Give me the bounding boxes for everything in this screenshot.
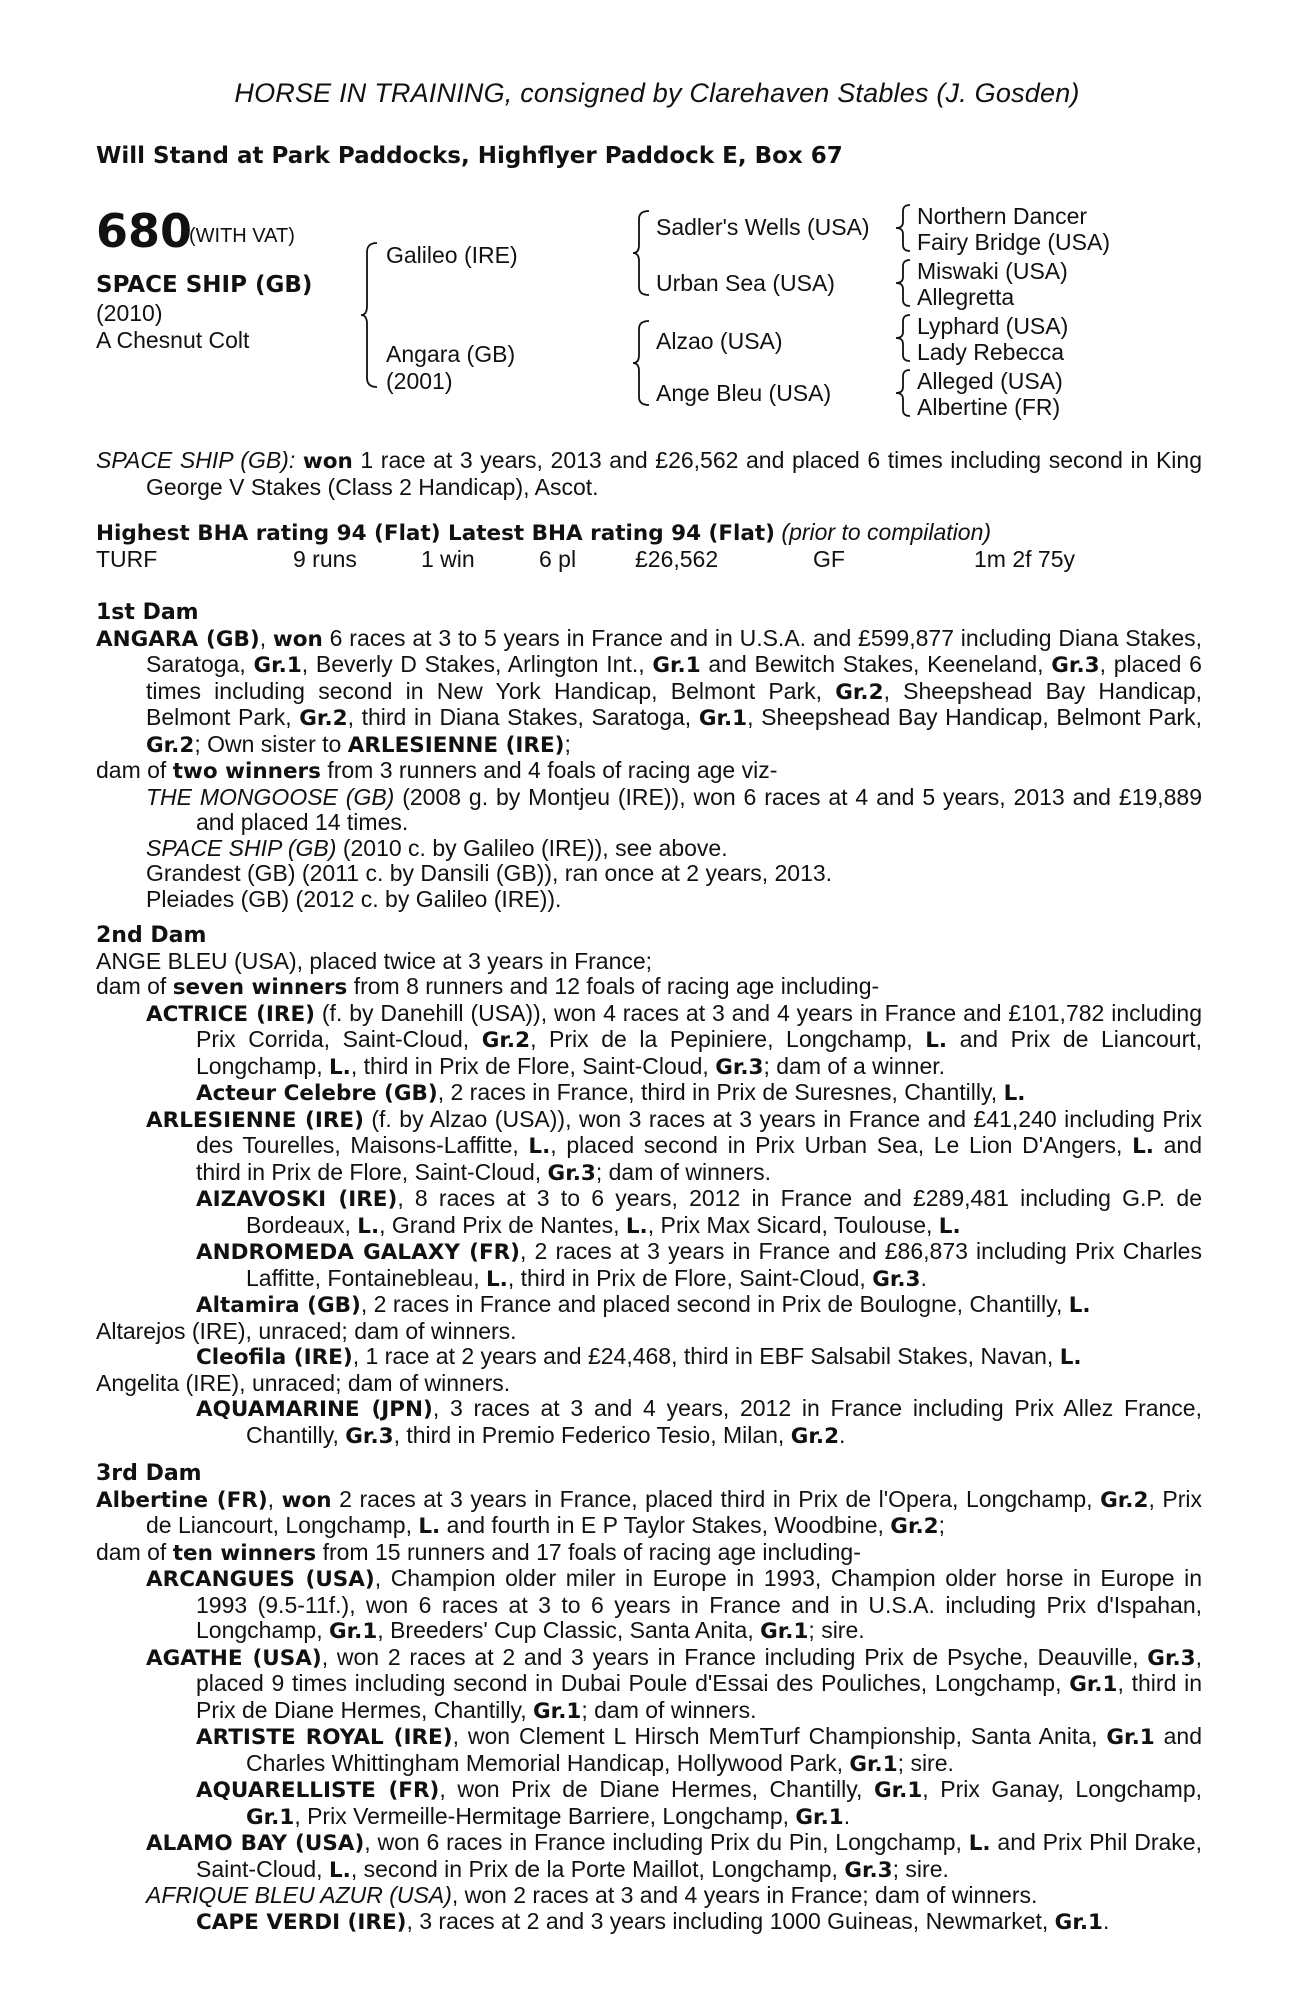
produce-item: Acteur Celebre (GB), 2 races in France, third in Prix de Suresnes, Chantilly, L.	[196, 1079, 1026, 1106]
record-summary: SPACE SHIP (GB): won 1 race at 3 years, 2013 and £26,562 and placed 6 times including second in King George V Stakes (Class 2 Handicap), Ascot.	[96, 447, 1202, 500]
pedigree-dam: Angara (GB)	[386, 341, 516, 367]
pedigree-g5: Lyphard (USA)	[917, 313, 1069, 339]
pedigree-sire-dam: Urban Sea (USA)	[656, 270, 835, 296]
race-record	[96, 448, 1202, 573]
second-dam-section	[96, 923, 1202, 1449]
pedigree-brace-main	[361, 242, 381, 388]
produce-item: ALAMO BAY (USA), won 6 races in France including Prix du Pin, Longchamp, L. and Prix Phil Drake, Saint-Cloud, L., second in Prix de la Porte Maillot, Longchamp, Gr.3; sire.	[146, 1829, 1202, 1883]
pedigree-brace-g3	[896, 314, 914, 362]
third-dam-heading: 3rd Dam	[96, 1461, 202, 1486]
pedigree-dam-sire: Alzao (USA)	[656, 328, 783, 354]
produce-item: SPACE SHIP (GB) (2010 c. by Galileo (IRE)), see above.	[146, 834, 728, 861]
produce-item: THE MONGOOSE (GB) (2008 g. by Montjeu (IRE)), won 6 races at 4 and 5 years, 2013 and £19,889 and placed 14 times.	[146, 783, 1202, 835]
horse-description: A Chesnut Colt	[96, 327, 250, 353]
produce-item: ARTISTE ROYAL (IRE), won Clement L Hirsch MemTurf Championship, Santa Anita, Gr.1 and Charles Whittingham Memorial Handicap, Hollywood Park, Gr.1; sire.	[196, 1723, 1203, 1777]
produce-item: Grandest (GB) (2011 c. by Dansili (GB)), ran once at 2 years, 2013.	[146, 860, 833, 886]
stand-location: Will Stand at Park Paddocks, Highflyer Paddock E, Box 67	[96, 143, 843, 169]
third-dam-section	[96, 1461, 1202, 1935]
first-dam-section	[96, 600, 1202, 912]
second-dam-heading: 2nd Dam	[96, 923, 207, 948]
bha-rating: Highest BHA rating 94 (Flat) Latest BHA rating 94 (Flat) (prior to compilation)	[96, 519, 992, 546]
pedigree-g8: Albertine (FR)	[917, 394, 1061, 420]
produce-item: AIZAVOSKI (IRE), 8 races at 3 to 6 years, 2012 in France and £289,481 including G.P. de Bordeaux, L., Grand Prix de Nantes, L., Prix Max Sicard, Toulouse, L.	[196, 1185, 1202, 1239]
pedigree-g6: Lady Rebecca	[917, 339, 1065, 365]
produce-item: Pleiades (GB) (2012 c. by Galileo (IRE)).	[146, 885, 562, 912]
foaling-year: (2010)	[96, 300, 163, 326]
pedigree-g4: Allegretta	[917, 284, 1015, 310]
pedigree-g2: Fairy Bridge (USA)	[917, 229, 1110, 255]
produce-item: CAPE VERDI (IRE), 3 races at 2 and 3 years including 1000 Guineas, Newmarket, Gr.1.	[196, 1907, 1110, 1935]
pedigree-sire-sire: Sadler's Wells (USA)	[656, 214, 870, 240]
vat-note: (WITH VAT)	[189, 225, 295, 247]
produce-item: AQUARELLISTE (FR), won Prix de Diane Hermes, Chantilly, Gr.1, Prix Ganay, Longchamp, Gr.1, Prix Vermeille-Hermitage Barriere, Longchamp, Gr.1.	[196, 1776, 1202, 1830]
produce-item: AGATHE (USA), won 2 races at 2 and 3 years in France including Prix de Psyche, Deauville, Gr.3, placed 9 times including second in Dubai Poule d'Essai des Pouliches, Longchamp, Gr.1, third in Prix de Diane Hermes, Chantilly, Gr.1; dam of winners.	[146, 1643, 1202, 1724]
first-dam-heading: 1st Dam	[96, 600, 199, 625]
second-dam-produce-summary: dam of seven winners from 8 runners and 12 foals of racing age including-	[96, 973, 880, 1000]
first-dam-record: ANGARA (GB), won 6 races at 3 to 5 years in France and in U.S.A. and £599,877 including Diana Stakes, Saratoga, Gr.1, Beverly D Stakes, Arlington Int., Gr.1 and Bewitch Stakes, Keeneland, Gr.3, placed 6 times including second in New York Handicap, Belmont Park, Gr.2, Sheepshead Bay Handicap, Belmont Park, Gr.2, third in Diana Stakes, Saratoga, Gr.1, Sheepshead Bay Handicap, Belmont Park, Gr.2; Own sister to ARLESIENNE (IRE);	[96, 624, 1203, 758]
pedigree-dam-year: (2001)	[386, 368, 453, 394]
produce-item: Altamira (GB), 2 races in France and placed second in Prix de Boulogne, Chantilly, L.	[196, 1291, 1091, 1318]
pedigree-dam-dam: Ange Bleu (USA)	[656, 380, 832, 406]
produce-item: Angelita (IRE), unraced; dam of winners.	[96, 1369, 511, 1396]
pedigree-brace-g4	[896, 369, 914, 417]
produce-item: Cleofila (IRE), 1 race at 2 years and £24,468, third in EBF Salsabil Stakes, Navan, L.	[196, 1343, 1082, 1370]
horse-name: SPACE SHIP (GB)	[96, 272, 313, 298]
produce-item: AQUAMARINE (JPN), 3 races at 3 and 4 years, 2012 in France including Prix Allez France, Chantilly, Gr.3, third in Premio Federico Tesio, Milan, Gr.2.	[196, 1395, 1202, 1449]
consignor-title: HORSE IN TRAINING, consigned by Clarehaven Stables (J. Gosden)	[234, 78, 1080, 108]
pedigree-g3: Miswaki (USA)	[917, 258, 1068, 284]
third-dam-record: Albertine (FR), won 2 races at 3 years in France, placed third in Prix de l'Opera, Longchamp, Gr.2, Prix de Liancourt, Longchamp, L. and fourth in E P Taylor Stakes, Woodbine, Gr.2;	[96, 1485, 1202, 1539]
first-dam-produce-summary: dam of two winners from 3 runners and 4 foals of racing age viz-	[96, 757, 778, 784]
pedigree-g7: Alleged (USA)	[917, 368, 1063, 394]
produce-item: ARCANGUES (USA), Champion older miler in Europe in 1993, Champion older horse in Europe in 1993 (9.5-11f.), won 6 races at 3 to 6 years in France and in U.S.A. including Prix d'Ispahan, Longchamp, Gr.1, Breeders' Cup Classic, Santa Anita, Gr.1; sire.	[146, 1565, 1203, 1644]
produce-item: ANDROMEDA GALAXY (FR), 2 races at 3 years in France and £86,873 including Prix Charles Laffitte, Fontainebleau, L., third in Prix de Flore, Saint-Cloud, Gr.3.	[196, 1238, 1202, 1292]
produce-item: ARLESIENNE (IRE) (f. by Alzao (USA)), won 3 races at 3 years in France and £41,240 including Prix des Tourelles, Maisons-Laffitte, L., placed second in Prix Urban Sea, Le Lion D'Angers, L. and third in Prix de Flore, Saint-Cloud, Gr.3; dam of winners.	[146, 1105, 1203, 1186]
pedigree-brace-g2	[896, 259, 914, 307]
third-dam-produce-summary: dam of ten winners from 15 runners and 17 foals of racing age including-	[96, 1538, 861, 1566]
pedigree-brace-dam	[633, 320, 653, 406]
pedigree-brace-sire	[633, 210, 653, 296]
produce-item: ACTRICE (IRE) (f. by Danehill (USA)), won 4 races at 3 and 4 years in France and £101,782 including Prix Corrida, Saint-Cloud, Gr.2, Prix de la Pepiniere, Longchamp, L. and Prix de Liancourt, Longchamp, L., third in Prix de Flore, Saint-Cloud, Gr.3; dam of a winner.	[146, 999, 1203, 1080]
second-dam-intro: ANGE BLEU (USA), placed twice at 3 years in France;	[96, 947, 653, 974]
produce-item: Altarejos (IRE), unraced; dam of winners.	[96, 1317, 517, 1344]
pedigree-brace-g1	[896, 204, 914, 252]
turf-record-row: TURF 9 runs 1 win 6 pl £26,562 GF 1m 2f 75y	[96, 545, 1075, 572]
produce-item: AFRIQUE BLEU AZUR (USA), won 2 races at 3 and 4 years in France; dam of winners.	[146, 1882, 1038, 1908]
pedigree-sire: Galileo (IRE)	[386, 242, 518, 268]
pedigree-g1: Northern Dancer	[917, 203, 1088, 229]
lot-number: 680	[96, 204, 193, 258]
